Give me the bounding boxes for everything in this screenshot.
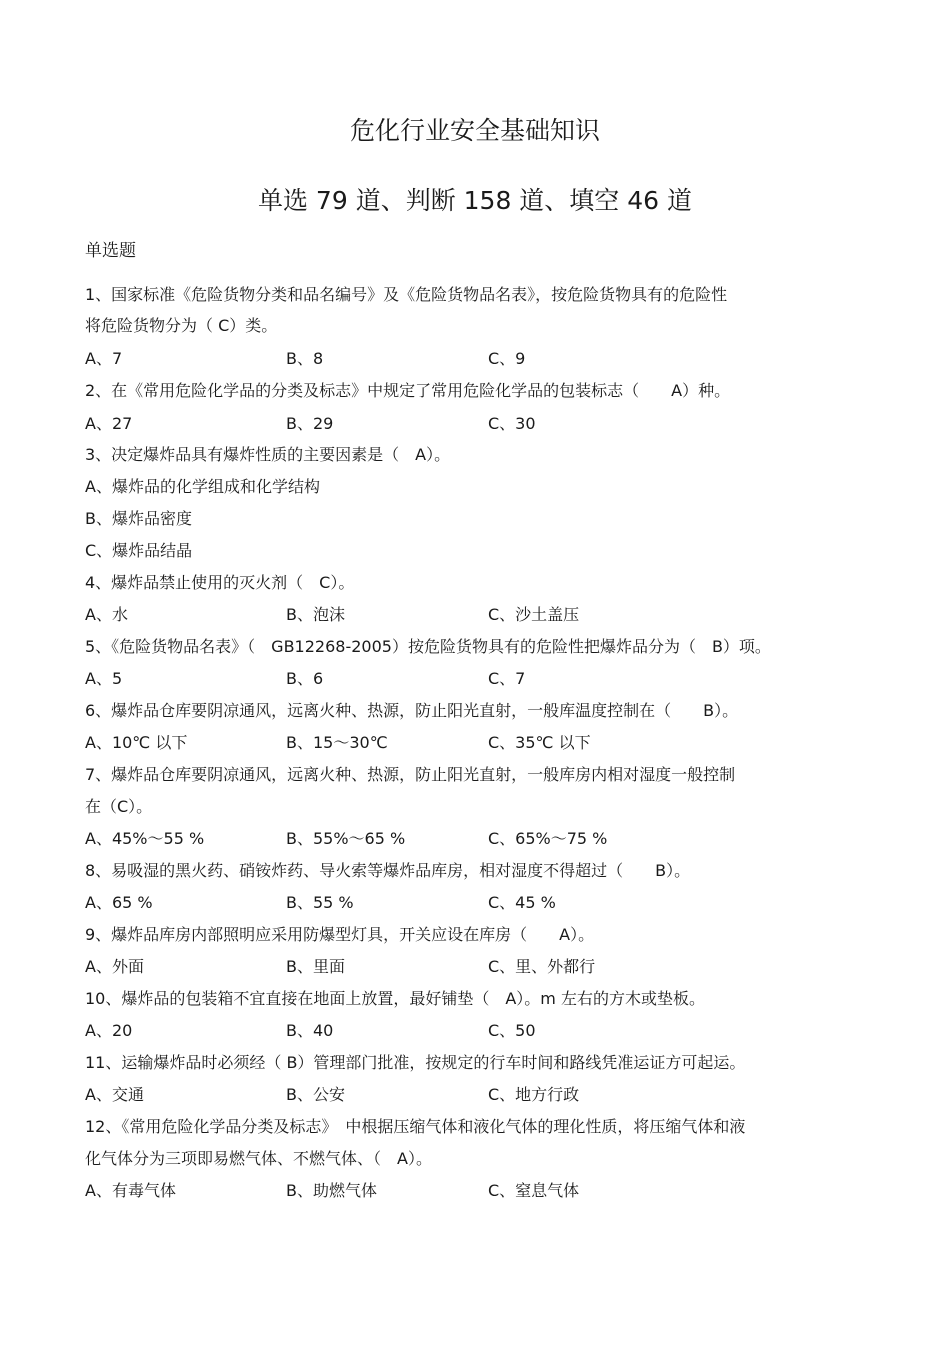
option-b: B、里面 (286, 957, 345, 976)
option-b: B、8 (286, 349, 324, 368)
option-c: C、50 (488, 1021, 536, 1040)
option-c: C、65%～75 % (488, 829, 608, 848)
question-9-text: 9、爆炸品库房内部照明应采用防爆型灯具，开关应设在库房（ A）。 (85, 925, 595, 944)
question-7-text: 7、爆炸品仓库要阴凉通风，远离火种、热源，防止阳光直射，一般库房内相对湿度一般控制 (85, 765, 736, 784)
option-b: B、助燃气体 (286, 1181, 377, 1200)
question-5-text: 5、《危险货物品名表》（ GB12268-2005）按危险货物具有的危险性把爆炸品分为（ B）项。 (85, 637, 771, 656)
option-b: B、29 (286, 414, 334, 433)
question-7-text: 在（C）。 (85, 797, 153, 816)
option-b: B、泡沫 (286, 605, 345, 624)
question-1-text: 1、国家标准《危险货物分类和品名编号》及《危险货物品名表》，按危险货物具有的危险性 (85, 285, 728, 304)
document-subtitle: 单选 79 道、判断 158 道、填空 46 道 (257, 186, 693, 215)
option-c: C、30 (488, 414, 536, 433)
option-a: A、10℃ 以下 (85, 733, 188, 752)
option-b: B、公安 (286, 1085, 345, 1104)
option-a: A、交通 (85, 1085, 144, 1104)
option-c: C、9 (488, 349, 526, 368)
option-c: C、35℃ 以下 (488, 733, 591, 752)
question-3-option-a: A、爆炸品的化学组成和化学结构 (85, 477, 320, 496)
question-6-text: 6、爆炸品仓库要阴凉通风，远离火种、热源，防止阳光直射，一般库温度控制在（ B）。 (85, 701, 739, 720)
question-3-option-c: C、爆炸品结晶 (85, 541, 193, 560)
document-title: 危化行业安全基础知识 (349, 116, 600, 145)
option-a: A、外面 (85, 957, 144, 976)
question-4-text: 4、爆炸品禁止使用的灭火剂（ C）。 (85, 573, 355, 592)
question-11-text: 11、运输爆炸品时必须经（ B）管理部门批准，按规定的行车时间和路线凭准运证方可起运。 (85, 1053, 746, 1072)
question-12-text: 12、《常用危险化学品分类及标志》 中根据压缩气体和液化气体的理化性质，将压缩气体和液 (85, 1117, 746, 1136)
question-8-text: 8、易吸湿的黑火药、硝铵炸药、导火索等爆炸品库房，相对湿度不得超过（ B）。 (85, 861, 691, 880)
option-a: A、27 (85, 414, 133, 433)
question-1-text: 将危险货物分为（ C）类。 (85, 316, 278, 335)
option-b: B、55 % (286, 893, 354, 912)
option-c: C、45 % (488, 893, 556, 912)
question-2-text: 2、在《常用危险化学品的分类及标志》中规定了常用危险化学品的包装标志（ A）种。 (85, 381, 731, 400)
option-a: A、7 (85, 349, 123, 368)
question-3-text: 3、决定爆炸品具有爆炸性质的主要因素是（ A）。 (85, 445, 451, 464)
option-b: B、40 (286, 1021, 334, 1040)
option-a: A、45%～55 % (85, 829, 205, 848)
option-b: B、55%～65 % (286, 829, 406, 848)
option-a: A、20 (85, 1021, 133, 1040)
option-c: C、7 (488, 669, 526, 688)
option-c: C、窒息气体 (488, 1181, 580, 1200)
option-c: C、里、外都行 (488, 957, 596, 976)
option-a: A、水 (85, 605, 128, 624)
question-3-option-b: B、爆炸品密度 (85, 509, 192, 528)
option-a: A、5 (85, 669, 123, 688)
question-10-text: 10、爆炸品的包装箱不宜直接在地面上放置，最好铺垫（ A）。m 左右的方木或垫板。 (85, 989, 705, 1008)
option-b: B、15～30℃ (286, 733, 388, 752)
option-a: A、65 % (85, 893, 153, 912)
question-12-text: 化气体分为三项即易燃气体、不燃气体、（ A）。 (85, 1149, 432, 1168)
option-b: B、6 (286, 669, 324, 688)
option-c: C、地方行政 (488, 1085, 580, 1104)
option-a: A、有毒气体 (85, 1181, 176, 1200)
option-c: C、沙土盖压 (488, 605, 580, 624)
section-heading: 单选题 (85, 241, 136, 261)
